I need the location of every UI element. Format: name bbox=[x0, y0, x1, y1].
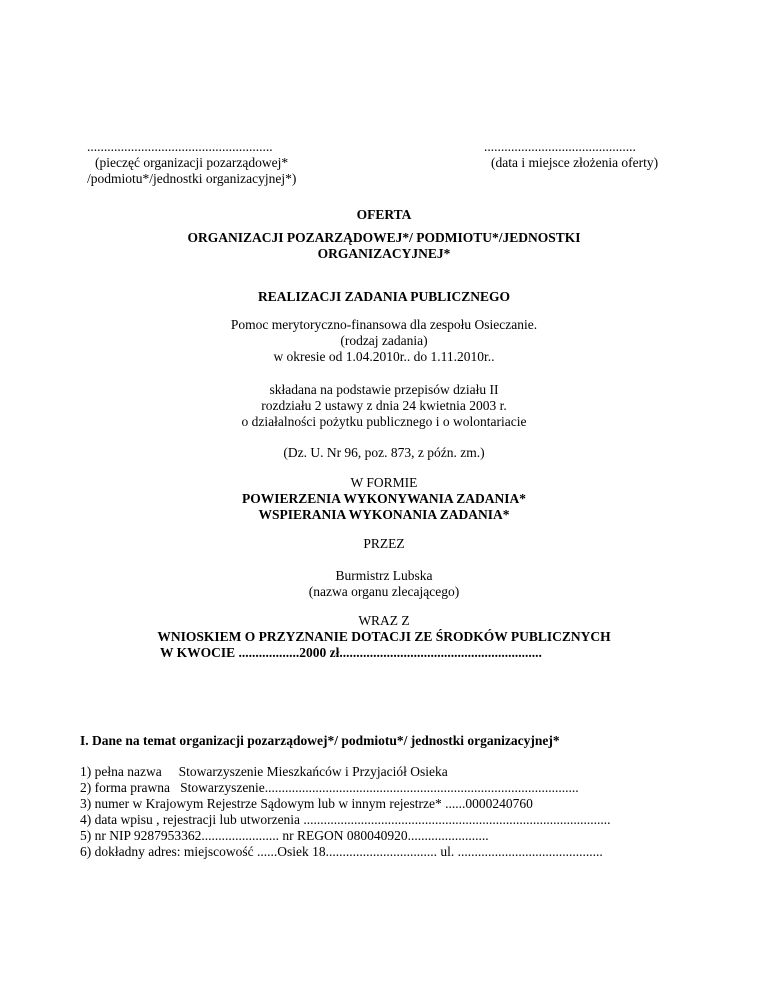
date-place-label: (data i miejsce złożenia oferty) bbox=[491, 155, 659, 170]
title-oferta: OFERTA bbox=[356, 207, 412, 222]
wraz-z-label: WRAZ Z bbox=[358, 613, 410, 628]
przez-label: PRZEZ bbox=[363, 536, 405, 551]
legal-reference: (Dz. U. Nr 96, poz. 873, z późn. zm.) bbox=[283, 445, 485, 460]
grant-line-1: WNIOSKIEM O PRZYZNANIE DOTACJI ZE ŚRODKÓW PUBLICZNYCH bbox=[157, 629, 611, 644]
stamp-label-line-1: (pieczęć organizacji pozarządowej* bbox=[95, 155, 289, 170]
form-option-2: WSPIERANIA WYKONANIA ZADANIA* bbox=[258, 507, 510, 522]
list-item-address: 6) dokładny adres: miejscowość ......Osiek 18................................. ul. ........................................... bbox=[80, 844, 603, 859]
form-option-1: POWIERZENIA WYKONYWANIA ZADANIA* bbox=[241, 491, 527, 506]
stamp-dots: ....................................................... bbox=[87, 139, 273, 154]
stamp-label-line-2: /podmiotu*/jednostki organizacyjnej*) bbox=[87, 171, 297, 186]
task-period: w okresie od 1.04.2010r.. do 1.11.2010r.. bbox=[273, 349, 495, 364]
task-name-label: (rodzaj zadania) bbox=[340, 333, 428, 348]
title-org-line-2: ORGANIZACYJNEJ* bbox=[317, 246, 451, 261]
organ-label: (nazwa organu zlecającego) bbox=[308, 584, 460, 599]
list-item-legal-form: 2) forma prawna Stowarzyszenie............................................................................................. bbox=[80, 780, 579, 795]
grant-amount-line: W KWOCIE ..................2000 zł............................................................ bbox=[160, 645, 542, 660]
date-place-dots: ............................................. bbox=[484, 139, 636, 154]
list-item-nip-regon: 5) nr NIP 9287953362....................... nr REGON 080040920........................ bbox=[80, 828, 489, 843]
title-realizacji: REALIZACJI ZADANIA PUBLICZNEGO bbox=[257, 289, 511, 304]
legal-line-3: o działalności pożytku publicznego i o wolontariacie bbox=[241, 414, 527, 429]
list-item-krs-number: 3) numer w Krajowym Rejestrze Sądowym lub w innym rejestrze* ......0000240760 bbox=[80, 796, 533, 811]
list-item-full-name: 1) pełna nazwa Stowarzyszenie Mieszkańców i Przyjaciół Osieka bbox=[80, 764, 448, 779]
organ-name: Burmistrz Lubska bbox=[335, 568, 433, 583]
form-label: W FORMIE bbox=[350, 475, 418, 490]
legal-line-1: składana na podstawie przepisów działu II bbox=[269, 382, 499, 397]
legal-line-2: rozdziału 2 ustawy z dnia 24 kwietnia 2003 r. bbox=[261, 398, 507, 413]
section-1-heading: I. Dane na temat organizacji pozarządowej*/ podmiotu*/ jednostki organizacyjnej* bbox=[80, 733, 560, 748]
title-org-line-1: ORGANIZACJI POZARZĄDOWEJ*/ PODMIOTU*/JEDNOSTKI bbox=[187, 230, 581, 245]
task-name: Pomoc merytoryczno-finansowa dla zespołu Osieczanie. bbox=[230, 317, 538, 332]
list-item-registration-date: 4) data wpisu , rejestracji lub utworzenia ........................................................................................... bbox=[80, 812, 611, 827]
